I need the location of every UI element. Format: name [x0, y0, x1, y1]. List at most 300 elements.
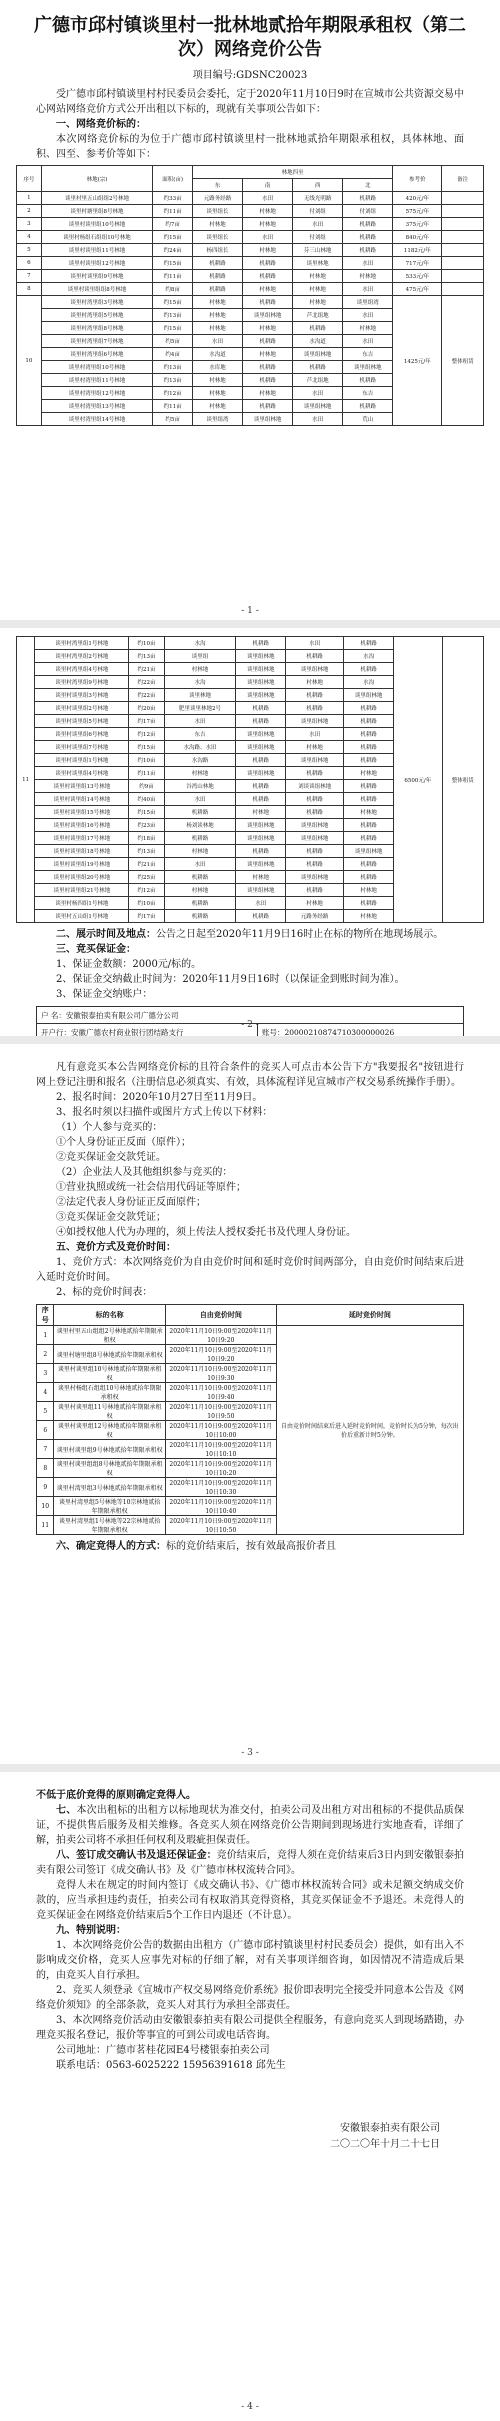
section-6-title: 六、确定竞得人的方式： [56, 1541, 166, 1552]
lot-name: 谈里村五山组1号林地 [35, 910, 129, 923]
bound-north: 水沟 [344, 650, 394, 663]
bank-account-name: 户 名：安徽银泰拍卖有限公司广德分公司 [37, 1007, 464, 1024]
schedule-col-no: 序号 [37, 1305, 54, 1326]
lot-name: 谈里村谈里组组8号林地 [41, 283, 153, 296]
bound-north: 谈里组林地 [343, 361, 393, 374]
lot-price: 6500元/年 [393, 637, 442, 923]
lot-name: 谈里村谈里组7号林地 [35, 741, 129, 754]
bound-north: 机耕路 [344, 819, 394, 832]
schedule-lot-name: 谈里村湾里组5号林地等10宗林地贰拾年期限承租权 [54, 1497, 165, 1516]
bound-east: 机耕路 [164, 910, 236, 923]
schedule-lot-name: 谈里村谈里组11号林地贰拾年期限承租权 [54, 1402, 165, 1421]
bound-north: 水田 [343, 283, 393, 296]
section-2-title: 二、展示时间及地点： [56, 929, 156, 940]
bound-north: 机耕路 [343, 218, 393, 231]
section-2-text: 公告之日起至2020年11月9日16时止在标的物所在地现场展示。 [156, 929, 444, 940]
individual-item-2: ②竞买保证金交款凭证。 [56, 1152, 166, 1163]
bound-north: 机耕路 [344, 715, 394, 728]
lot-name: 谈里村杨四组1号林地 [35, 897, 129, 910]
schedule-lot-name: 谈里村谈里组12号林地贰拾年期限承租权 [54, 1421, 165, 1440]
lot-area: 约15亩 [153, 322, 193, 335]
bound-north: 机耕路 [344, 793, 394, 806]
bound-east: 机耕路 [164, 806, 236, 819]
bound-south: 谈里组林地 [236, 741, 286, 754]
lot-area: 约7亩 [153, 218, 193, 231]
lot-number: 4 [17, 231, 42, 244]
schedule-no: 3 [37, 1364, 54, 1383]
bound-south: 机耕路 [243, 257, 293, 270]
signature-date: 二〇二〇年十月二十七日 [330, 2139, 440, 2150]
lot-number: 10 [17, 296, 42, 426]
schedule-no: 2 [37, 1345, 54, 1364]
bound-east: 村林地 [193, 309, 243, 322]
table-row [17, 296, 484, 309]
bound-west: 机耕路 [286, 793, 344, 806]
lot-number: 7 [17, 270, 42, 283]
lot-area: 约24亩 [153, 244, 193, 257]
bound-south: 机耕路 [243, 361, 293, 374]
bound-north: 机耕路 [344, 832, 394, 845]
schedule-no: 10 [37, 1497, 54, 1516]
lot-area: 约9亩 [129, 780, 164, 793]
bound-west: 谈里组林地 [293, 400, 343, 413]
bound-north: 机耕路 [343, 231, 393, 244]
bound-west: 谈里组林地 [286, 819, 344, 832]
special-note-2: 2、竞买人须登录《宣城市产权交易网络竞价系统》报价即表明完全接受并同意本公告及《网络竞价须知》的全部条款，竞买人对其行为承担全部责任。 [36, 1985, 464, 2011]
col-header-no: 序号 [17, 166, 42, 192]
lot-name: 谈里村谈里组16号林地 [35, 819, 129, 832]
bound-east: 东吉 [164, 728, 236, 741]
lot-area: 约18亩 [129, 832, 164, 845]
lot-area: 约15亩 [129, 806, 164, 819]
schedule-free-time: 2020年11月10日9:00至2020年11月10日9:30 [165, 1364, 276, 1383]
lot-area: 约12亩 [129, 728, 164, 741]
page-number-4: - 4 - [241, 2402, 259, 2412]
bound-west: 村林地 [293, 270, 343, 283]
bound-west: 谈里组林地 [286, 715, 344, 728]
bound-north: 机耕路 [343, 192, 393, 205]
lot-name: 谈里村谈里组5号林地 [35, 715, 129, 728]
company-item-3: ③竞买保证金交款凭证； [56, 1212, 166, 1223]
bound-west: 谈里组林地 [286, 871, 344, 884]
bound-south: 机耕路 [243, 296, 293, 309]
bound-south: 水田 [236, 897, 286, 910]
bound-north: 付刘组 [343, 205, 393, 218]
section-5-title: 五、竞价方式及竞价时间： [56, 1242, 176, 1253]
bidding-schedule-table [36, 1304, 464, 1535]
company-phone: 联系电话：0563-6025222 15956391618 邱先生 [56, 2060, 286, 2071]
bound-west: 付刘组 [293, 205, 343, 218]
lot-area: 约10亩 [129, 897, 164, 910]
lot-name: 谈里村谈里组10号林地 [41, 218, 153, 231]
bound-north: 水沟 [344, 676, 394, 689]
bound-north: 机耕路 [343, 374, 393, 387]
bound-north: 村林地 [343, 270, 393, 283]
lot-name: 谈里村谈里组9号林地 [41, 270, 153, 283]
bound-east: 谷湾山林地 [164, 780, 236, 793]
lot-note: 整体租赁 [442, 296, 484, 426]
bound-east: 谈里林地 [164, 689, 236, 702]
lot-price: 840元/年 [393, 231, 442, 244]
lot-note: 整体租赁 [442, 637, 483, 923]
lot-area: 约17亩 [129, 715, 164, 728]
lot-area: 约11亩 [153, 205, 193, 218]
lot-name: 谈里村湾里组8号林地 [41, 322, 153, 335]
page-number-3: - 3 - [241, 1748, 259, 1758]
lot-number: 1 [17, 192, 42, 205]
page-number-2: - 2 - [241, 1020, 259, 1030]
col-header-west: 西 [293, 179, 343, 192]
lot-price: 475元/年 [393, 283, 442, 296]
bound-east: 谈里组 [164, 650, 236, 663]
lot-name: 谈里村谈里组6号林地 [35, 728, 129, 741]
lot-name: 谈里村湾里组10号林地 [41, 361, 153, 374]
bound-west: 水田 [293, 413, 343, 426]
bound-east: 杨四组长 [193, 244, 243, 257]
bound-south: 村林地 [243, 244, 293, 257]
bound-north: 村林地 [344, 884, 394, 897]
bound-east: 村林地 [193, 387, 243, 400]
schedule-lot-name: 谈里村谈里组10号林地贰拾年期限承租权 [54, 1364, 165, 1383]
lot-area: 约11亩 [153, 400, 193, 413]
deposit-account-label: 3、保证金交纳账户： [56, 989, 153, 1000]
bound-north: 村林地 [344, 806, 394, 819]
bound-east: 机耕路 [193, 283, 243, 296]
lot-area: 约20亩 [129, 702, 164, 715]
schedule-lot-name: 谈里村杨组石组组10号林地贰拾年期限承租权 [54, 1383, 165, 1402]
registration-time: 2、报名时间：2020年10月27日至11月9日。 [56, 1092, 263, 1103]
bound-west: 谈里林地 [293, 257, 343, 270]
schedule-delay-time: 自由竞价时间结束后进入延时竞价时间，竞价时长为5分钟，每次出价后重新计时5分钟。 [276, 1326, 463, 1535]
bound-west: 刘谈谈组林地 [286, 780, 344, 793]
bound-east: 机耕路 [164, 871, 236, 884]
bound-north: 机耕路 [343, 400, 393, 413]
schedule-free-time: 2020年11月10日9:00至2020年11月10日10:10 [165, 1440, 276, 1459]
bound-south: 谈里组林地 [236, 663, 286, 676]
bound-north: 机耕路 [344, 702, 394, 715]
section-1-title: 一、网络竞价标的： [56, 119, 146, 130]
bound-north: 机耕路 [344, 728, 394, 741]
schedule-col-lot: 标的名称 [54, 1305, 165, 1326]
schedule-no: 7 [37, 1440, 54, 1459]
schedule-free-time: 2020年11月10日9:00至2020年11月10日10:50 [165, 1516, 276, 1535]
section-2 [36, 927, 464, 942]
bound-east: 水田 [164, 793, 236, 806]
lot-note [442, 270, 484, 283]
table-row [17, 205, 484, 218]
lot-name: 谈里村谈里组12号林地 [41, 257, 153, 270]
lot-name: 谈里村湾里组13号林地 [41, 400, 153, 413]
bound-east: 水沟路 [164, 754, 236, 767]
lot-area: 约15亩 [153, 296, 193, 309]
bound-north: 谈里组林地 [344, 689, 394, 702]
bound-east: 水库地 [193, 361, 243, 374]
bound-north: 水田 [343, 335, 393, 348]
registration-materials: 3、报名时须以扫描件或图片方式上传以下材料： [56, 1107, 273, 1118]
section-6 [36, 1539, 464, 1554]
bound-west: 谈里组林地 [286, 663, 344, 676]
schedule-lot-name: 谈里村湾里组3号林地贰拾年期限承租权 [54, 1478, 165, 1497]
bound-west: 谈里组林地 [286, 754, 344, 767]
schedule-lot-name: 谈里村谈里组9号林地贰拾年期限承租权 [54, 1440, 165, 1459]
lot-name: 谈里村湾里组5号林地 [41, 309, 153, 322]
section-6-text: 标的竞价结束后，按有效最高报价者且 [166, 1541, 336, 1552]
bound-south: 机耕路 [236, 754, 286, 767]
bound-east: 水沟路、水田 [164, 741, 236, 754]
lot-price: 1182元/年 [393, 244, 442, 257]
lot-area: 约12亩 [129, 884, 164, 897]
bound-north: 村林地 [344, 767, 394, 780]
lot-price: 575元/年 [393, 205, 442, 218]
bound-south: 机耕路 [243, 335, 293, 348]
bound-south: 村林地 [243, 205, 293, 218]
lot-area: 约13亩 [153, 361, 193, 374]
bound-south: 谈里组林地 [236, 676, 286, 689]
lot-number: 2 [17, 205, 42, 218]
bound-north: 荒山 [343, 413, 393, 426]
lot-area: 约4亩 [153, 348, 193, 361]
bound-north: 机耕路 [343, 244, 393, 257]
lot-note [442, 205, 484, 218]
bound-north: 机耕路 [344, 754, 394, 767]
lot-area: 约40亩 [129, 793, 164, 806]
company-item-1: ①营业执照或统一社会信用代码证等原件； [56, 1182, 246, 1193]
bound-south: 村林地 [236, 806, 286, 819]
bank-account-number: 账号：20000210874710300000026 [257, 1024, 463, 1037]
registration-intro: 凡有意竞买本公告网络竞价标的且符合条件的竞买人可点击本公告下方"我要报名"按钮进行网上登记注册和报名（注册信息必须真实、有效，具体流程详见宣城市产权交易系统操作手册）。 [36, 1062, 464, 1088]
bound-south: 水田 [243, 192, 293, 205]
lot-name: 谈里村杨组石组组10号林地 [41, 231, 153, 244]
lot-area: 约15亩 [153, 231, 193, 244]
table-row [17, 637, 484, 650]
bound-west: 付刘组 [293, 231, 343, 244]
lot-area: 约5亩 [153, 413, 193, 426]
page-number-1: - 1 - [241, 606, 259, 616]
lot-name: 谈里村谈里组13号林地 [35, 780, 129, 793]
bound-north: 谈里组湾 [343, 296, 393, 309]
bound-east: 水沟 [164, 637, 236, 650]
bound-south: 谈里组林地 [236, 819, 286, 832]
bound-north: 村林地 [344, 910, 394, 923]
bound-south: 谈里组林地 [236, 689, 286, 702]
bound-south: 机耕路 [236, 637, 286, 650]
bound-west: 芦北组地 [293, 309, 343, 322]
bound-south: 谈里组林地 [236, 858, 286, 871]
bound-south: 谈里组林地 [243, 309, 293, 322]
lot-area: 约13亩 [153, 374, 193, 387]
section-1-text: 本次网络竞价标的为位于广德市邱村镇谈里村一批林地贰拾年期限承租权，具体林地、面积、四至、参考价等如下： [36, 134, 464, 160]
lot-note [442, 244, 484, 257]
section-8-title: 八、签订成交确认书及退还保证金： [56, 1850, 217, 1861]
lot-note [442, 283, 484, 296]
lot-note [442, 231, 484, 244]
bound-east: 谈里组长 [193, 205, 243, 218]
special-note-1: 1、本次网络竞价公告的数据由出租方（广德市邱村镇谈里村村民委员会）提供，如有出入不影响成交价格，竞买人应事先对标的仔细了解，对有关事项详细咨询，如因情况不清造成后果的，由竞买人自行承担。 [36, 1940, 464, 1981]
bound-west: 水田 [293, 387, 343, 400]
bound-south: 村林地 [236, 871, 286, 884]
col-header-south: 南 [243, 179, 293, 192]
lot-area: 约33亩 [153, 192, 193, 205]
bound-south: 机耕路 [236, 845, 286, 858]
lot-name: 谈里村谈里组3号林地 [35, 689, 129, 702]
bound-north: 机耕路 [344, 780, 394, 793]
bound-west: 村林地 [286, 897, 344, 910]
section-6-continued: 不低于底价竞得的原则确定竞得人。 [36, 1790, 196, 1801]
table-row [17, 270, 484, 283]
lot-area: 约15亩 [153, 257, 193, 270]
bound-south: 机耕路 [243, 374, 293, 387]
deposit-amount: 1、保证金数额：2000元/标的。 [56, 959, 202, 970]
section-8-text-2: 竞得人未在规定的时间内签订《成交确认书》、《广德市林权流转合同》或未足额交纳成交价款的，应当承担违约责任，拍卖公司有权取消其竞得资格，其竞买保证金不予退还。未竞得人的竞买保证金在网络竞价结束后5个工作日内退还（不计息）。 [36, 1880, 464, 1921]
lot-area: 约21亩 [129, 858, 164, 871]
table-row [17, 231, 484, 244]
lot-name: 谈里村谈里组18号林地 [35, 845, 129, 858]
schedule-free-time: 2020年11月10日9:00至2020年11月10日10:40 [165, 1497, 276, 1516]
schedule-free-time: 2020年11月10日9:00至2020年11月10日10:30 [165, 1478, 276, 1497]
bound-east: 村林地 [193, 400, 243, 413]
bound-east: 村林地 [164, 884, 236, 897]
col-header-east: 东 [193, 179, 243, 192]
bound-west: 村林地 [293, 283, 343, 296]
lot-area: 约12亩 [153, 387, 193, 400]
section-7-title: 七、 [56, 1805, 77, 1816]
lot-area: 约22亩 [129, 676, 164, 689]
lot-name: 谈里村谈里组21号林地 [35, 884, 129, 897]
bound-east: 水田 [164, 715, 236, 728]
bound-west: 村林地 [286, 676, 344, 689]
bound-north: 机耕路 [344, 897, 394, 910]
lot-name: 谈里村谈里组19号林地 [35, 858, 129, 871]
schedule-no: 11 [37, 1516, 54, 1535]
bound-west: 机耕路 [286, 767, 344, 780]
project-number: 项目编号:GDSNC20023 [192, 70, 308, 81]
bound-east: 村林地 [193, 218, 243, 231]
bound-south: 村林地 [243, 218, 293, 231]
col-header-note: 备注 [442, 166, 484, 192]
lot-table-page2 [16, 636, 484, 923]
col-header-north: 北 [343, 179, 393, 192]
lot-name: 谈里村谈里组2号林地 [35, 702, 129, 715]
special-note-3: 3、本次网络竞价活动由安徽银泰拍卖有限公司提供全程服务，有意向竞买人到现场踏勘，办理竞买报名登记，报价等事宜的可到公司或电话咨询。 [36, 2015, 464, 2041]
bank-name: 开户行：安徽广德农村商业银行团结路支行 [37, 1024, 258, 1037]
lot-number: 8 [17, 283, 42, 296]
schedule-no: 8 [37, 1459, 54, 1478]
lot-area: 约11亩 [153, 270, 193, 283]
lot-area: 约10亩 [129, 754, 164, 767]
col-header-area: 面积(亩) [153, 166, 193, 192]
table-row [17, 244, 484, 257]
lot-number: 6 [17, 257, 42, 270]
bound-north: 水田 [343, 257, 393, 270]
bound-south: 谈里组林地 [236, 832, 286, 845]
lot-area: 约8亩 [153, 283, 193, 296]
schedule-col-delay-time: 延时竞价时间 [276, 1305, 463, 1326]
bound-west: 谈里组林地 [286, 832, 344, 845]
bound-east: 村林地 [164, 767, 236, 780]
lot-area: 约23亩 [129, 819, 164, 832]
bound-south: 机耕路 [243, 270, 293, 283]
bidding-schedule-label: 2、标的竞价时间表： [56, 1287, 153, 1298]
schedule-free-time: 2020年11月10日9:00至2020年11月10日10:00 [165, 1421, 276, 1440]
bound-west: 机耕路 [286, 806, 344, 819]
bound-north: 谈里组林地 [344, 845, 394, 858]
bound-south: 机耕路 [243, 400, 293, 413]
bidding-method: 1、竞价方式：本次网络竞价为自由竞价时间和延时竞价时间两部分，自由竞价时间结束后进入延时竞价时间。 [36, 1257, 464, 1283]
bound-north: 水田 [343, 309, 393, 322]
lot-name: 谈里村塘里组8号林地 [41, 205, 153, 218]
schedule-lot-name: 谈里村谈里组组8号林地贰拾年期限承租权 [54, 1459, 165, 1478]
section-8-text: 竞价结束后，竞得人须在竞价结束后3日内到安徽银泰拍卖有限公司签订《成交确认书》及《广德市林权流转合同》。 [36, 1850, 464, 1876]
lot-note [442, 192, 484, 205]
individual-item-1: ①个人身份证正反面（原件）； [56, 1137, 191, 1148]
lot-name: 谈里村湾里组7号林地 [41, 335, 153, 348]
col-header-price: 参考价 [393, 166, 442, 192]
bound-south: 村林地 [243, 322, 293, 335]
section-7 [36, 1803, 464, 1848]
bound-south: 机耕路 [236, 793, 286, 806]
lot-area: 约17亩 [129, 910, 164, 923]
lot-area: 约13亩 [129, 650, 164, 663]
bound-west: 水田 [286, 728, 344, 741]
page-1 [0, 0, 500, 620]
document-title: 广德市邱村镇谈里村一批林地贰拾年期限承租权（第二次）网络竞价公告 [34, 15, 466, 60]
schedule-col-free-time: 自由竞价时间 [165, 1305, 276, 1326]
bound-south: 机耕路 [236, 780, 286, 793]
bound-east: 谈里组长 [193, 231, 243, 244]
schedule-no: 4 [37, 1383, 54, 1402]
lot-name: 谈里村里五山组组2号林地 [41, 192, 153, 205]
lot-area: 约11亩 [129, 767, 164, 780]
page-4 [0, 1772, 500, 2421]
bound-east: 村林地 [193, 374, 243, 387]
lot-price: 533元/年 [393, 270, 442, 283]
lot-name: 谈里村谈里组20号林地 [35, 871, 129, 884]
bound-south: 机耕路 [236, 715, 286, 728]
lot-area: 约13亩 [153, 309, 193, 322]
intro-paragraph: 受广德市邱村镇谈里村村民委员会委托，定于2020年11月10日9时在宣城市公共资源交易中心网站网络竞价方式公开出租以下标的，现就有关事项公告如下： [36, 89, 464, 115]
bound-east: 谈里组湾 [193, 413, 243, 426]
bound-east: 水田 [193, 335, 243, 348]
lot-area: 约22亩 [129, 689, 164, 702]
bound-south: 谈里组林地 [236, 884, 286, 897]
bound-north: 机耕路 [344, 663, 394, 676]
company-item-4: ④如授权他人代为办理的，须上传法人授权委托书及代理人身份证。 [56, 1227, 356, 1238]
lot-area: 约15亩 [129, 741, 164, 754]
bound-east: 村林地 [164, 845, 236, 858]
bound-west: 机耕路 [293, 361, 343, 374]
schedule-no: 1 [37, 1326, 54, 1345]
page-2 [0, 628, 500, 1036]
section-3-title: 三、竞买保证金： [56, 944, 136, 955]
lot-area: 约10亩 [129, 637, 164, 650]
bound-east: 肥里谈里林地2号 [164, 702, 236, 715]
bound-east: 机耕路 [164, 832, 236, 845]
schedule-lot-name: 谈里村湾里组1号林地等22宗林地贰拾年期限承租权 [54, 1516, 165, 1535]
lot-name: 谈里村谈里组14号林地 [35, 793, 129, 806]
bound-east: 水田 [164, 858, 236, 871]
company-address: 公司地址：广德市茗桂花园E4号楼银泰拍卖公司 [56, 2045, 270, 2056]
lot-name: 谈里村湾里组9号林地 [35, 676, 129, 689]
bound-west: 机耕路 [286, 858, 344, 871]
bound-south: 机耕路 [236, 702, 286, 715]
schedule-free-time: 2020年11月10日9:00至2020年11月10日9:20 [165, 1345, 276, 1364]
bound-east: 村林地 [193, 296, 243, 309]
lot-number: 5 [17, 244, 42, 257]
lot-note [442, 218, 484, 231]
lot-number: 11 [17, 637, 35, 923]
bound-west: 村林地 [286, 741, 344, 754]
lot-name: 谈里村谈里组11号林地 [41, 244, 153, 257]
